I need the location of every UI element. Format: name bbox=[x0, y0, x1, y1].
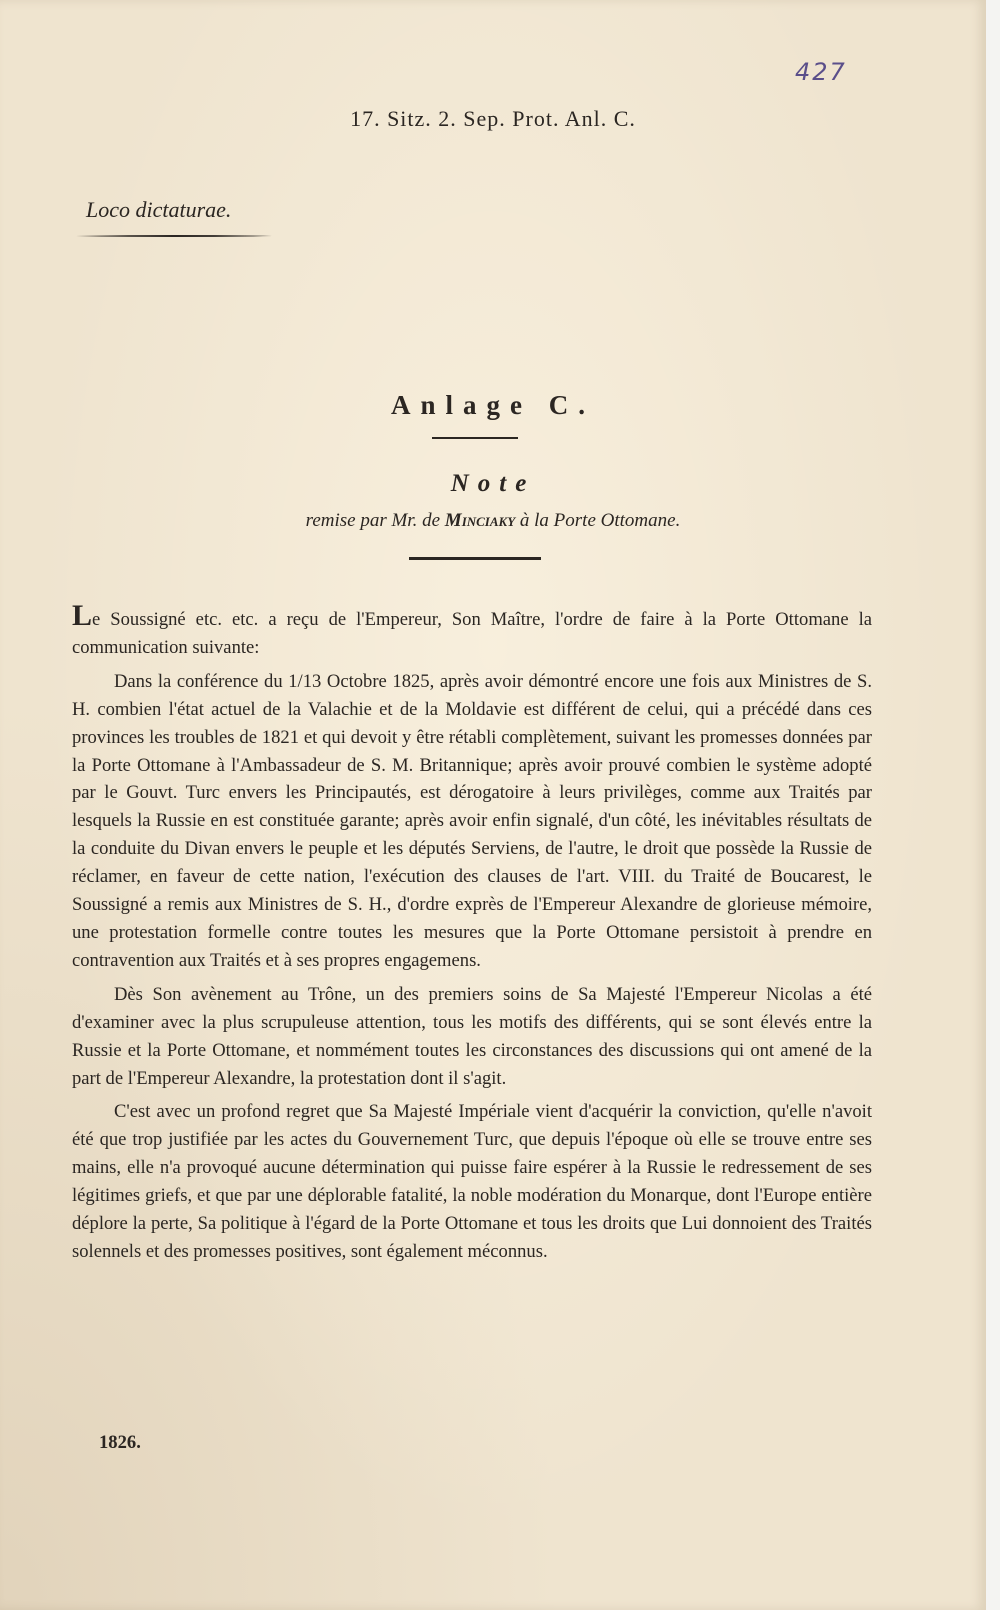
protocol-reference: 17. Sitz. 2. Sep. Prot. Anl. C. bbox=[350, 106, 636, 131]
subtitle-name: Minciaky bbox=[444, 510, 516, 531]
note-subtitle bbox=[0, 510, 986, 532]
paragraph-1 bbox=[72, 599, 872, 662]
heading-rule bbox=[432, 437, 518, 439]
note-body bbox=[72, 599, 872, 1272]
loco-label: Loco dictaturae. bbox=[86, 197, 232, 222]
subtitle-rule bbox=[409, 557, 541, 560]
section-heading: Anlage C. bbox=[391, 390, 595, 420]
subtitle-text-pre: remise par Mr. de bbox=[305, 510, 445, 531]
paragraph-2: Dans la conférence du 1/13 Octobre 1825, après avoir démontré encore une fois aux Ministres de S. H. combien l'état actuel de la Valachie et de la Moldavie est différent de celui, qui a précédé dans ces provinces les troubles de 1821 et qui devoit y être rétabli complètement, suivant les promesses données par la Porte Ottomane à l'Ambassadeur de S. M. Britannique; après avoir prouvé combien le système adopté par le Gouvt. Turc envers les Principautés, est dérogatoire à leurs privilèges, comme aux Traités par lesquels la Russie en est constituée garante; après avoir enfin signalé, d'un côté, les inévitables résultats de la conduite du Divan envers le peuple et les députés Serviens, de l'autre, le droit que possède la Russie de réclamer, en faveur de cette nation, l'exécution des clauses de l'art. VIII. du Traité de Boucarest, le Soussigné a remis aux Ministres de S. H., d'ordre exprès de l'Empereur Alexandre de glorieuse mémoire, une protestation formelle contre toutes les mesures que la Porte Ottomane persistoit à prendre en contravention aux Traités et à ses propres engagemens. bbox=[72, 670, 872, 971]
drop-cap: L bbox=[72, 599, 93, 632]
paragraph-4: C'est avec un profond regret que Sa Majesté Impériale vient d'acquérir la conviction, qu'elle n'avoit été que trop justifiée par les actes du Gouvernement Turc, que depuis l'époque où elle se trouve entre ses mains, elle n'a provoqué aucune détermination qui puisse faire espérer à la Russie le redressement de ses légitimes griefs, et que par une déplorable fatalité, la noble modération du Monarque, dont l'Europe entière déplore la perte, Sa politique à l'égard de la Porte Ottomane et tous les droits que Lui donnoient des Traités solennels et des promesses positives, sont également méconnus. bbox=[72, 1101, 872, 1262]
paragraph-3: Dès Son avènement au Trône, un des premiers soins de Sa Majesté l'Empereur Nicolas a été d'examiner avec la plus scrupuleuse attention, tous les motifs des différents, qui se sont élevés entre la Russie et la Porte Ottomane, et nommément toutes les circonstances des discussions qui ont amené de la part de l'Empereur Alexandre, la protestation dont il s'agit. bbox=[72, 983, 872, 1089]
scan-margin bbox=[986, 0, 1000, 1610]
paragraph-1-text: e Soussigné etc. etc. a reçu de l'Empereur, Son Maître, l'ordre de faire à la Porte Ottomane la communication suivante: bbox=[72, 609, 872, 658]
year-footer: 1826. bbox=[99, 1432, 141, 1453]
ornamental-rule bbox=[76, 234, 272, 238]
handwritten-page-number: 427 bbox=[795, 58, 847, 86]
note-title: Note bbox=[450, 470, 536, 497]
subtitle-text-post: à la Porte Ottomane. bbox=[515, 510, 681, 531]
